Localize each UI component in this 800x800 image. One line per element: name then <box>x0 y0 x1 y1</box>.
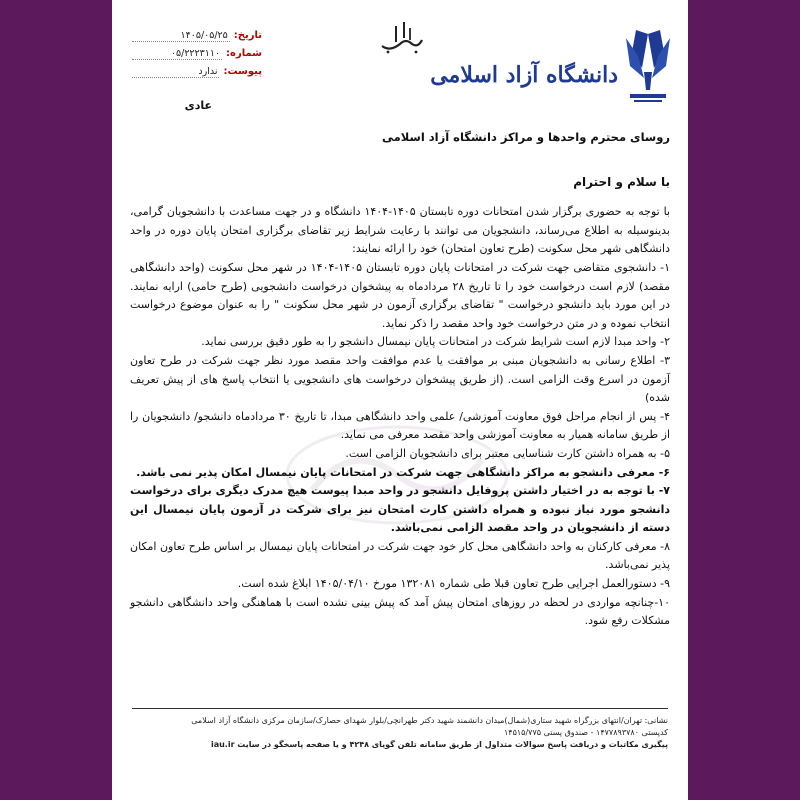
letter-body <box>130 128 670 631</box>
footer-postal: کدپستی ۱۴۷۷۸۹۳۷۸۰ - صندوق پستی ۱۴۵۱۵/۷۷۵ <box>503 728 668 737</box>
date-row <box>132 30 262 48</box>
attachment-row <box>132 66 262 84</box>
list-item-4: ۴- پس از انجام مراحل فوق معاونت آموزشی/ علمی واحد دانشگاهی مبدا، تا تاریخ ۳۰ مردادماه دانشجو/ دانشجویان را از طریق سامانه همیار به معاونت آموزشی واحد مقصد معرفی می نماید. <box>130 409 670 442</box>
intro-paragraph: با توجه به حضوری برگزار شدن امتحانات دوره تابستان ۱۴۰۵-۱۴۰۴ دانشگاه و در جهت مساعدت با دانشجویان گرامی، بدینوسیله به اطلاع می‌رساند، دانشجویان می توانند با رعایت شرایط زیر تقاضای برگزاری امتحان پایان دوره در واحد دانشگاهی شهر محل سکونت (طرح تعاون امتحان) خود را ارائه نمایند: <box>130 205 670 256</box>
list-item-2: ۲- واحد مبدا لازم است شرایط شرکت در امتحانات پایان نیمسال دانشجو را به طور دقیق بررسی نماید. <box>201 335 670 349</box>
university-logo <box>622 28 674 108</box>
greeting: با سلام و احترام <box>573 174 670 189</box>
list-item-9: ۹- دستورالعمل اجرایی طرح تعاون قبلا طی شماره ۱۳۲۰۸۱ مورخ ۱۴۰۵/۰۴/۱۰ ابلاغ شده است. <box>237 577 670 591</box>
footer-address: نشانی: تهران/انتهای بزرگراه شهید ستاری(شمال)میدان دانشمند شهید دکتر طهرانچی/بلوار شهدای حصارک/سازمان مرکزی دانشگاه آزاد اسلامی <box>191 716 668 725</box>
number-value: ۰۵/۲۲۲۳۱۱۰ <box>132 48 222 60</box>
recipient-line: روسای محترم واحدها و مراکز دانشگاه آزاد اسلامی <box>382 130 670 144</box>
list-item-8: ۸- معرفی کارکنان به واحد دانشگاهی محل کار خود جهت شرکت در امتحانات پایان نیمسال بر اساس طرح تعاون امکان پذیر نمی‌باشد. <box>130 539 670 572</box>
number-label: شماره: <box>226 48 262 59</box>
list-item-3: ۳- اطلاع رسانی به دانشجویان مبنی بر موافقت یا عدم موافقت واحد مقصد مورد نظر جهت شرکت در طرح تعاون آزمون در اسرع وقت الزامی است. (از طریق پیشخوان درخواست های دانشجویی یا انتخاب پاسخ های از پیش تعریف شده) <box>130 353 670 405</box>
list-item-10: ۱۰-چنانچه مواردی در لحظه در روزهای امتحان پیش آمد که پیش بینی نشده است با هماهنگی واحد دانشگاهی دانشجو مشکلات رفع شود. <box>130 595 670 628</box>
footer-tracking: پیگیری مکاتبات و دریافت پاسخ سوالات متداول از طریق سامانه تلفن گویای ۴۲۴۸ و یا صفحه پاسخگو در سایت iau.ir <box>210 740 668 749</box>
list-item-7: ۷- با توجه به در اختیار داشتن پروفایل دانشجو در واحد مبدا پیوست هیچ مدرک دیگری برای درخواست دانشجو مورد نیاز نبوده و همراه داشتن کارت امتحان نیز برای شرکت در آزمون پایان نیمسال این دسته از دانشجویان در واحد مقصد الزامی نمی‌باشد. <box>130 484 670 535</box>
date-label: تاریخ: <box>233 30 262 41</box>
letter-sheet <box>112 0 688 800</box>
attachment-value: ندارد <box>132 66 219 78</box>
university-name: دانشگاه آزاد اسلامی <box>430 62 618 88</box>
letter-footer <box>132 708 668 751</box>
bismillah-calligraphy <box>378 18 426 58</box>
letter-meta <box>132 30 262 84</box>
date-value: ۱۴۰۵/۰۵/۲۵ <box>132 30 230 42</box>
priority-label: عادی <box>184 99 212 112</box>
list-item-1: ۱- دانشجوی متقاضی جهت شرکت در امتحانات پایان دوره تابستان ۱۴۰۵-۱۴۰۴ در شهر محل سکونت (واحد دانشگاهی مقصد) لازم است درخواست خود را تا تاریخ ۲۸ مردادماه به پیشخوان درخواست دانشجویی (طرح حامی) ارایه نمایند. در این مورد باید دانشجو درخواست " تقاضای برگزاری آزمون در شهر محل سکونت " را به عنوان موضوع درخواست انتخاب نموده و در متن درخواست خود واحد مقصد را ذکر نماید. <box>130 260 671 330</box>
number-row <box>132 48 262 66</box>
list-item-5: ۵- به همراه داشتن کارت شناسایی معتبر برای دانشجویان الزامی است. <box>345 446 670 460</box>
attachment-label: پیوست: <box>223 66 262 77</box>
list-item-6: ۶- معرفی دانشجو به مراکز دانشگاهی جهت شرکت در امتحانات پایان نیمسال امکان پذیر نمی باشد. <box>136 465 670 479</box>
